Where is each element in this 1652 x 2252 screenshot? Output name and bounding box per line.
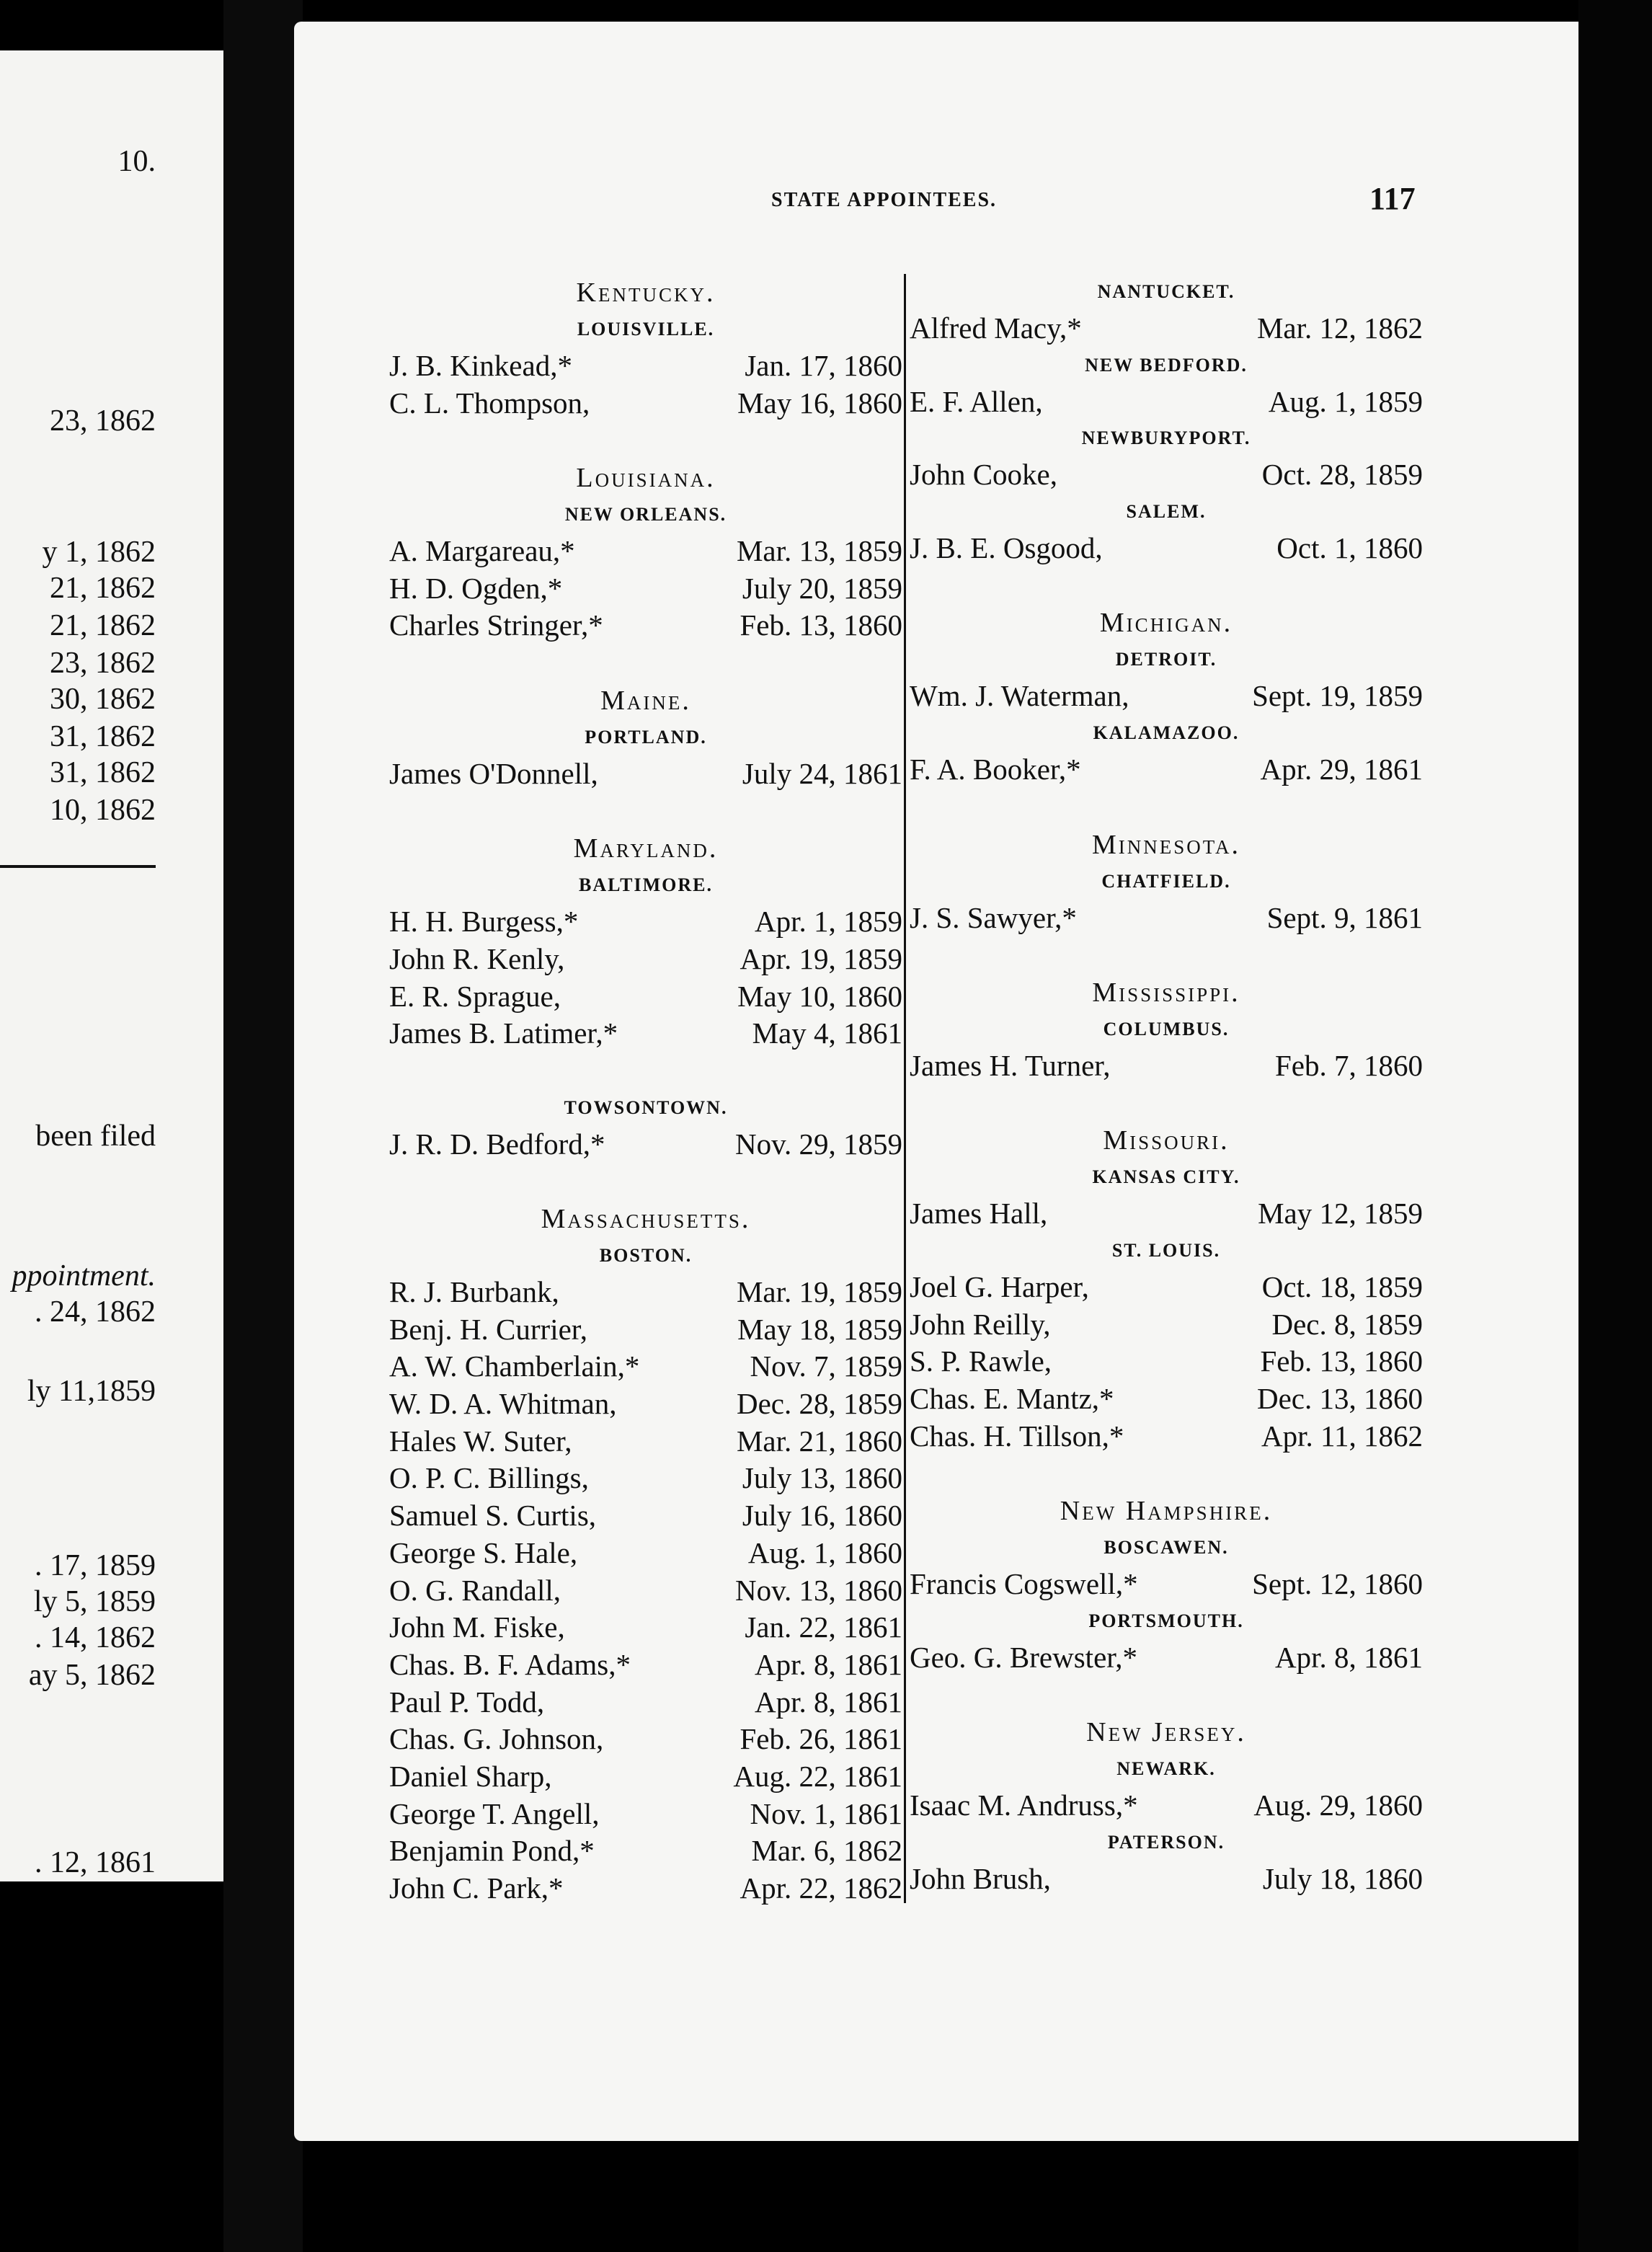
appointment-date: Feb. 13, 1860 — [1260, 1344, 1423, 1378]
appointment-date: May 4, 1861 — [752, 1016, 902, 1050]
appointee-name: James H. Turner, — [910, 1048, 1111, 1082]
appointee-row — [910, 1195, 1423, 1233]
spacer — [389, 793, 902, 830]
appointee-name: O. G. Randall, — [389, 1573, 561, 1607]
fragment-line: 23, 1862 — [50, 647, 156, 680]
appointee-row — [389, 1646, 902, 1684]
appointment-date: July 20, 1859 — [742, 571, 902, 605]
city-heading: PORTSMOUTH. — [1088, 1610, 1244, 1631]
city-heading: SALEM. — [1126, 501, 1207, 523]
appointee-name: E. R. Sprague, — [389, 979, 561, 1013]
appointee-name: Hales W. Suter, — [389, 1424, 572, 1458]
appointment-date: Sept. 19, 1859 — [1252, 679, 1423, 713]
appointee-name: James B. Latimer,* — [389, 1016, 618, 1050]
appointee-name: J. R. D. Bedford,* — [389, 1127, 605, 1161]
appointment-date: Apr. 8, 1861 — [1275, 1640, 1423, 1674]
appointee-name: A. Margareau,* — [389, 534, 575, 568]
appointee-row — [910, 310, 1423, 347]
fragment-line: been filed — [35, 1120, 156, 1153]
appointee-name: Benjamin Pond,* — [389, 1834, 595, 1868]
city-heading: ST. LOUIS. — [1111, 1239, 1221, 1261]
appointee-row — [389, 1126, 902, 1163]
state-heading: New Hampshire. — [1060, 1496, 1273, 1527]
appointee-name: H. D. Ogden,* — [389, 571, 563, 605]
running-header-title: STATE APPOINTEES. — [771, 189, 998, 211]
appointee-name: A. W. Chamberlain,* — [389, 1349, 640, 1383]
appointment-date: July 24, 1861 — [742, 756, 902, 790]
appointment-date: May 12, 1859 — [1258, 1197, 1423, 1231]
appointee-name: S. P. Rawle, — [910, 1344, 1052, 1378]
appointment-date: Sept. 12, 1860 — [1252, 1567, 1423, 1601]
fragment-line: 10, 1862 — [50, 794, 156, 827]
appointment-date: Nov. 29, 1859 — [735, 1127, 902, 1161]
appointment-date: Apr. 19, 1859 — [740, 941, 902, 975]
appointee-name: Benj. H. Currier, — [389, 1312, 588, 1346]
appointee-row — [389, 941, 902, 978]
appointee-row — [910, 1047, 1423, 1085]
appointee-name: George S. Hale, — [389, 1535, 578, 1569]
appointee-name: James Hall, — [910, 1197, 1048, 1231]
appointee-name: Joel G. Harper, — [910, 1269, 1089, 1303]
state-heading: New Jersey. — [1086, 1717, 1246, 1748]
appointment-date: Apr. 8, 1861 — [755, 1685, 902, 1719]
fragment-line: 10. — [117, 145, 156, 178]
appointee-name: John Reilly, — [910, 1307, 1051, 1341]
city-heading: BOSCAWEN. — [1103, 1537, 1229, 1559]
appointee-row — [389, 755, 902, 793]
appointees-column-right — [910, 274, 1423, 1898]
appointment-date: Nov. 7, 1859 — [750, 1349, 902, 1383]
appointment-date: Oct. 1, 1860 — [1276, 531, 1423, 565]
fragment-line: ly 11,1859 — [27, 1375, 156, 1408]
appointee-row — [389, 903, 902, 941]
city-heading: BALTIMORE. — [579, 874, 713, 896]
appointee-row — [389, 1684, 902, 1721]
appointee-row — [389, 1274, 902, 1311]
appointee-row — [389, 570, 902, 608]
spacer — [910, 1085, 1423, 1122]
appointee-row — [910, 456, 1423, 494]
state-heading: Michigan. — [1099, 608, 1233, 639]
state-heading: Maine. — [600, 685, 691, 716]
appointee-row — [910, 1787, 1423, 1825]
appointee-row — [910, 530, 1423, 567]
appointee-row — [389, 1535, 902, 1572]
appointee-name: Chas. E. Mantz,* — [910, 1382, 1114, 1415]
fragment-line: . 24, 1862 — [35, 1295, 156, 1329]
appointee-row — [389, 385, 902, 422]
appointee-row — [910, 1380, 1423, 1418]
appointee-name: F. A. Booker,* — [910, 753, 1081, 786]
appointee-row — [389, 607, 902, 644]
appointee-row — [910, 1418, 1423, 1455]
fragment-line: . 12, 1861 — [35, 1846, 156, 1879]
appointment-date: Jan. 22, 1861 — [745, 1610, 902, 1644]
appointment-date: Nov. 1, 1861 — [750, 1796, 902, 1830]
appointee-row — [389, 533, 902, 570]
city-heading: NEW BEDFORD. — [1085, 354, 1248, 376]
appointee-name: W. D. A. Whitman, — [389, 1387, 617, 1421]
appointment-date: Jan. 17, 1860 — [745, 349, 902, 382]
appointee-row — [389, 1348, 902, 1386]
appointee-name: Alfred Macy,* — [910, 311, 1082, 345]
city-heading: NEW ORLEANS. — [564, 504, 727, 526]
city-heading: NANTUCKET. — [1097, 281, 1235, 302]
appointee-row — [910, 751, 1423, 789]
appointee-name: Francis Cogswell,* — [910, 1567, 1138, 1601]
appointment-date: July 18, 1860 — [1262, 1861, 1423, 1895]
spacer — [910, 1676, 1423, 1714]
appointee-name: J. S. Sawyer,* — [910, 900, 1077, 934]
appointment-date: Sept. 9, 1861 — [1266, 900, 1423, 934]
city-heading: NEWBURYPORT. — [1081, 427, 1251, 449]
spacer — [389, 1052, 902, 1090]
appointee-row — [910, 900, 1423, 937]
city-heading: CHATFIELD. — [1101, 870, 1231, 892]
page-number: 117 — [1369, 181, 1416, 216]
fragment-line: 23, 1862 — [50, 404, 156, 438]
appointee-name: C. L. Thompson, — [389, 386, 590, 420]
appointee-name: John Cooke, — [910, 458, 1057, 492]
appointee-name: George T. Angell, — [389, 1796, 600, 1830]
appointee-row — [389, 1758, 902, 1796]
appointment-date: Apr. 1, 1859 — [755, 905, 902, 939]
appointment-date: Apr. 29, 1861 — [1260, 753, 1423, 786]
appointee-name: Wm. J. Waterman, — [910, 679, 1129, 713]
appointee-row — [389, 1721, 902, 1758]
city-heading: LOUISVILLE. — [577, 319, 715, 340]
spacer — [910, 936, 1423, 974]
appointee-row — [910, 1269, 1423, 1306]
appointee-row — [389, 1311, 902, 1349]
appointee-name: R. J. Burbank, — [389, 1275, 559, 1308]
appointment-date: Mar. 19, 1859 — [736, 1275, 902, 1308]
appointee-name: Daniel Sharp, — [389, 1759, 552, 1793]
appointee-row — [389, 1572, 902, 1610]
fragment-line: 31, 1862 — [50, 756, 156, 789]
appointee-name: Chas. G. Johnson, — [389, 1722, 604, 1756]
appointment-date: Apr. 8, 1861 — [755, 1647, 902, 1681]
appointee-row — [389, 1386, 902, 1423]
fragment-line: 21, 1862 — [50, 609, 156, 642]
appointee-name: Charles Stringer,* — [389, 608, 603, 642]
appointee-row — [389, 1870, 902, 1907]
appointee-row — [389, 1460, 902, 1497]
city-heading: NEWARK. — [1116, 1758, 1216, 1780]
state-heading: Louisiana. — [576, 463, 716, 494]
appointee-row — [910, 678, 1423, 715]
appointee-row — [389, 1796, 902, 1833]
fragment-line: 21, 1862 — [50, 572, 156, 605]
spacer — [389, 644, 902, 682]
appointee-name: J. B. Kinkead,* — [389, 349, 572, 382]
appointment-date: Dec. 13, 1860 — [1256, 1382, 1423, 1415]
appointment-date: Mar. 13, 1859 — [736, 534, 902, 568]
state-heading: Maryland. — [573, 833, 719, 864]
section-rule — [0, 865, 156, 868]
appointment-date: Mar. 12, 1862 — [1256, 311, 1423, 345]
city-heading: KANSAS CITY. — [1092, 1166, 1240, 1188]
appointee-name: John C. Park,* — [389, 1871, 564, 1905]
spacer — [389, 1163, 902, 1200]
fragment-line: ly 5, 1859 — [33, 1585, 156, 1618]
city-heading: PORTLAND. — [585, 726, 707, 748]
state-heading: Missouri. — [1103, 1125, 1230, 1156]
appointment-date: May 18, 1859 — [737, 1312, 902, 1346]
state-heading: Minnesota. — [1091, 829, 1241, 860]
fragment-line: 31, 1862 — [50, 720, 156, 753]
page-edge-shadow — [1578, 0, 1652, 2252]
fragment-line: 30, 1862 — [50, 683, 156, 716]
spacer — [389, 422, 902, 459]
city-heading: PATERSON. — [1107, 1831, 1225, 1853]
appointee-row — [389, 1423, 902, 1460]
fragment-line: ay 5, 1862 — [28, 1659, 156, 1692]
state-heading: Mississippi. — [1092, 977, 1240, 1008]
appointment-date: Dec. 8, 1859 — [1271, 1307, 1423, 1341]
appointee-name: John Brush, — [910, 1861, 1051, 1895]
appointee-name: E. F. Allen, — [910, 384, 1043, 418]
appointee-name: Samuel S. Curtis, — [389, 1499, 597, 1533]
appointee-row — [910, 1306, 1423, 1344]
spacer — [910, 567, 1423, 605]
appointment-date: May 10, 1860 — [737, 979, 902, 1013]
appointment-date: Apr. 22, 1862 — [740, 1871, 902, 1905]
appointee-row — [910, 1861, 1423, 1898]
appointee-name: Paul P. Todd, — [389, 1685, 545, 1719]
city-heading: COLUMBUS. — [1103, 1018, 1230, 1039]
appointment-date: July 13, 1860 — [742, 1461, 902, 1495]
appointment-date: Nov. 13, 1860 — [735, 1573, 902, 1607]
appointment-date: Aug. 22, 1861 — [733, 1759, 902, 1793]
appointee-name: James O'Donnell, — [389, 756, 598, 790]
fragment-line: y 1, 1862 — [42, 536, 156, 569]
adjacent-page-fragment — [0, 50, 223, 1881]
appointment-date: Feb. 26, 1861 — [740, 1722, 902, 1756]
state-heading: Kentucky. — [576, 278, 716, 308]
appointee-name: John R. Kenly, — [389, 941, 565, 975]
spacer — [910, 789, 1423, 826]
appointment-date: May 16, 1860 — [737, 386, 902, 420]
appointees-column-left — [389, 274, 902, 1907]
fragment-line: . 14, 1862 — [35, 1621, 156, 1654]
fragment-line: ppointment. — [12, 1259, 156, 1293]
appointee-name: John M. Fiske, — [389, 1610, 565, 1644]
appointee-row — [389, 1832, 902, 1870]
fragment-line: . 17, 1859 — [35, 1549, 156, 1582]
appointee-name: J. B. E. Osgood, — [910, 531, 1103, 565]
appointee-row — [910, 1639, 1423, 1677]
appointment-date: Aug. 29, 1860 — [1253, 1788, 1423, 1822]
appointee-name: Chas. H. Tillson,* — [910, 1419, 1124, 1453]
appointee-row — [910, 1343, 1423, 1380]
appointment-date: Aug. 1, 1859 — [1268, 384, 1423, 418]
appointee-row — [389, 347, 902, 385]
appointee-row — [910, 384, 1423, 421]
appointment-date: Oct. 18, 1859 — [1261, 1269, 1423, 1303]
spacer — [910, 1455, 1423, 1492]
appointee-row — [389, 978, 902, 1016]
appointment-date: Aug. 1, 1860 — [747, 1535, 902, 1569]
city-heading: BOSTON. — [599, 1245, 693, 1266]
city-heading: TOWSONTOWN. — [564, 1096, 728, 1118]
column-divider — [904, 274, 906, 1903]
appointment-date: Apr. 11, 1862 — [1261, 1419, 1423, 1453]
appointment-date: Mar. 21, 1860 — [736, 1424, 902, 1458]
appointee-row — [910, 1566, 1423, 1603]
appointee-name: Isaac M. Andruss,* — [910, 1788, 1138, 1822]
appointment-date: July 16, 1860 — [742, 1499, 902, 1533]
appointee-row — [389, 1497, 902, 1535]
state-heading: Massachusetts. — [541, 1204, 751, 1234]
appointee-name: Geo. G. Brewster,* — [910, 1640, 1138, 1674]
appointee-row — [389, 1609, 902, 1646]
appointment-date: Oct. 28, 1859 — [1261, 458, 1423, 492]
appointment-date: Dec. 28, 1859 — [736, 1387, 902, 1421]
city-heading: KALAMAZOO. — [1093, 722, 1240, 744]
appointee-name: O. P. C. Billings, — [389, 1461, 589, 1495]
appointee-row — [389, 1015, 902, 1052]
appointee-name: Chas. B. F. Adams,* — [389, 1647, 631, 1681]
appointment-date: Mar. 6, 1862 — [751, 1834, 902, 1868]
city-heading: DETROIT. — [1115, 649, 1217, 670]
appointment-date: Feb. 7, 1860 — [1275, 1048, 1423, 1082]
appointee-name: H. H. Burgess,* — [389, 905, 579, 939]
appointment-date: Feb. 13, 1860 — [740, 608, 902, 642]
book-gutter — [223, 0, 303, 2252]
